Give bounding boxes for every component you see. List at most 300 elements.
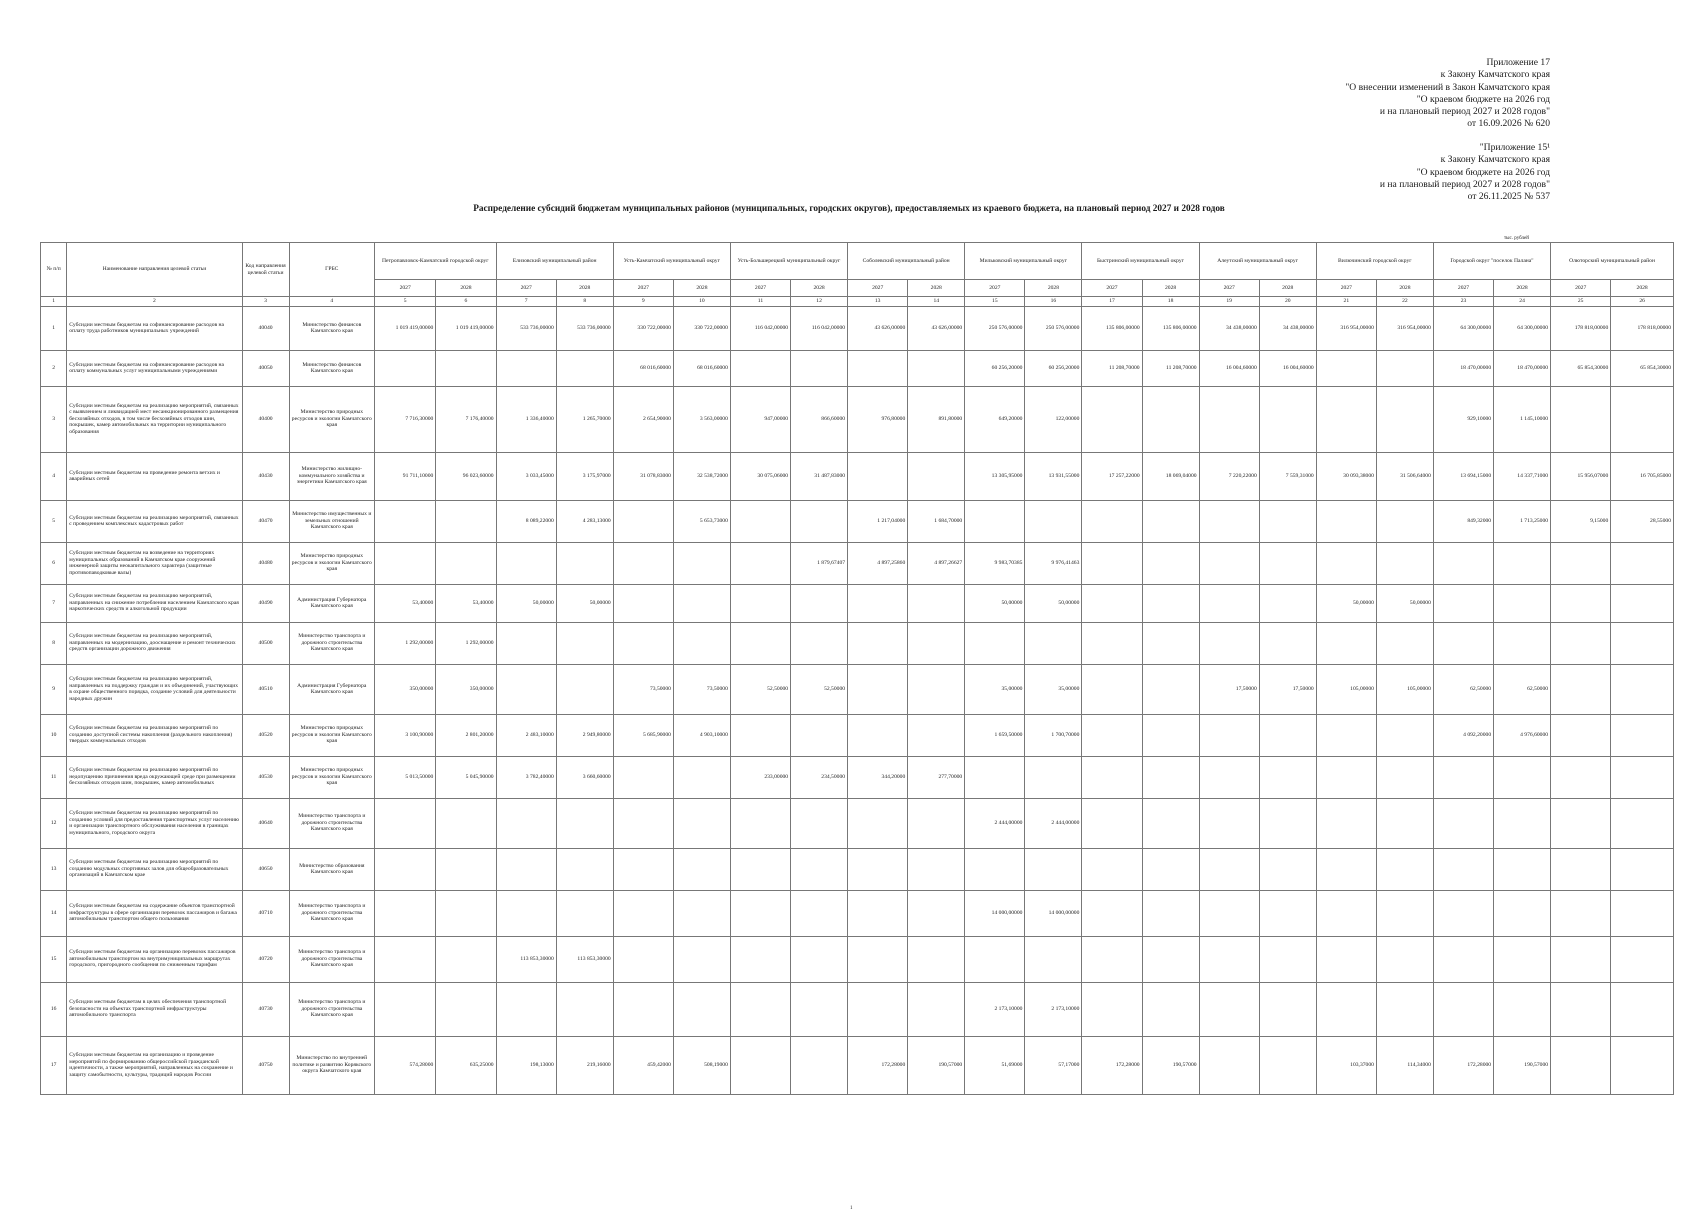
row-number: 3 <box>41 386 67 452</box>
value-cell <box>1259 1036 1316 1094</box>
value-cell <box>1611 756 1674 798</box>
value-cell: 135 806,00000 <box>1082 306 1142 350</box>
table-row <box>41 622 1674 664</box>
row-name: Субсидии местным бюджетам в целях обеспечения транспортной безопасности на объектах транспортной инфраструктуры автомобильного транспорта <box>67 982 242 1036</box>
value-cell <box>375 798 436 848</box>
column-number: 5 <box>375 297 436 307</box>
value-cell <box>1433 982 1493 1036</box>
value-cell: 250 576,00000 <box>965 306 1025 350</box>
value-cell: 1 659,50000 <box>965 714 1025 756</box>
value-cell: 62,50000 <box>1433 664 1493 714</box>
value-cell <box>1199 622 1259 664</box>
appendix-header-line: "О краевом бюджете на 2026 год <box>1416 93 1550 105</box>
value-cell <box>1611 890 1674 936</box>
value-cell <box>375 542 436 584</box>
value-cell <box>965 848 1025 890</box>
table-row <box>41 584 1674 622</box>
row-code: 40050 <box>242 350 289 386</box>
row-number: 1 <box>41 306 67 350</box>
value-cell: 13 694,15000 <box>1433 452 1493 500</box>
value-cell: 172,28000 <box>1433 1036 1493 1094</box>
year-header: 2028 <box>556 280 613 297</box>
row-name: Субсидии местным бюджетам на реализацию мероприятий по созданию условий для предоставления транспортных услуг населению и организации транспортного обслуживания населения в границах муниципального, городского округа <box>67 798 242 848</box>
year-header: 2028 <box>1259 280 1316 297</box>
value-cell <box>1494 982 1551 1036</box>
previous-appendix-header-line: "Приложение 15¹ <box>1479 142 1550 153</box>
column-number: 15 <box>965 297 1025 307</box>
value-cell: 35,00000 <box>1025 664 1082 714</box>
value-cell <box>556 890 613 936</box>
value-cell <box>375 936 436 982</box>
value-cell <box>848 664 908 714</box>
table-row <box>41 848 1674 890</box>
value-cell: 50,00000 <box>965 584 1025 622</box>
row-grbs: Администрация Губернатора Камчатского края <box>289 664 374 714</box>
value-cell <box>730 714 790 756</box>
value-cell: 116 042,00000 <box>791 306 848 350</box>
value-cell: 3 100,90000 <box>375 714 436 756</box>
value-cell <box>1433 848 1493 890</box>
value-cell <box>1082 982 1142 1036</box>
column-number: 7 <box>496 297 556 307</box>
value-cell: 219,16000 <box>556 1036 613 1094</box>
value-cell: 105,00000 <box>1316 664 1376 714</box>
value-cell: 172,28000 <box>848 1036 908 1094</box>
value-cell: 508,19000 <box>673 1036 730 1094</box>
value-cell <box>1494 798 1551 848</box>
value-cell: 533 736,00000 <box>556 306 613 350</box>
column-number: 25 <box>1551 297 1611 307</box>
value-cell: 11 208,70000 <box>1082 350 1142 386</box>
value-cell <box>1082 664 1142 714</box>
value-cell <box>496 798 556 848</box>
column-number: 9 <box>613 297 673 307</box>
value-cell <box>1611 936 1674 982</box>
previous-appendix-header <box>1380 142 1550 203</box>
table-row <box>41 1036 1674 1094</box>
value-cell <box>730 584 790 622</box>
value-cell: 178 818,00000 <box>1551 306 1611 350</box>
row-code: 40400 <box>242 386 289 452</box>
table-row <box>41 664 1674 714</box>
column-number: 24 <box>1494 297 1551 307</box>
value-cell: 1 713,25000 <box>1494 500 1551 542</box>
value-cell: 2 654,90000 <box>613 386 673 452</box>
value-cell <box>1316 386 1376 452</box>
row-number: 5 <box>41 500 67 542</box>
value-cell: 60 256,20000 <box>965 350 1025 386</box>
value-cell <box>1142 982 1199 1036</box>
value-cell <box>673 798 730 848</box>
value-cell <box>791 350 848 386</box>
value-cell: 35,00000 <box>965 664 1025 714</box>
value-cell: 8 089,22000 <box>496 500 556 542</box>
year-header: 2028 <box>1611 280 1674 297</box>
value-cell <box>1142 756 1199 798</box>
value-cell <box>556 982 613 1036</box>
value-cell: 2 949,80000 <box>556 714 613 756</box>
value-cell <box>1494 542 1551 584</box>
column-number: 2 <box>67 297 242 307</box>
value-cell: 65 854,30000 <box>1611 350 1674 386</box>
column-number: 16 <box>1025 297 1082 307</box>
previous-appendix-header-line: и на плановый период 2027 и 2028 годов" <box>1379 178 1550 190</box>
previous-appendix-header-line: от 26.11.2025 № 537 <box>1467 191 1550 203</box>
value-cell: 198,13000 <box>496 1036 556 1094</box>
value-cell: 2 173,10000 <box>1025 982 1082 1036</box>
value-cell: 330 722,00000 <box>673 306 730 350</box>
value-cell: 14 337,71000 <box>1494 452 1551 500</box>
value-cell: 190,57000 <box>1142 1036 1199 1094</box>
value-cell: 277,70000 <box>908 756 965 798</box>
year-header: 2027 <box>848 280 908 297</box>
municipality-header: Олюторский муниципальный район <box>1551 243 1674 280</box>
value-cell <box>436 848 496 890</box>
table-row <box>41 714 1674 756</box>
column-number: 11 <box>730 297 790 307</box>
value-cell <box>1259 756 1316 798</box>
row-code: 40470 <box>242 500 289 542</box>
value-cell <box>1494 936 1551 982</box>
value-cell <box>613 622 673 664</box>
value-cell: 51,69000 <box>965 1036 1025 1094</box>
value-cell: 68 016,60000 <box>673 350 730 386</box>
table-row <box>41 890 1674 936</box>
municipality-header: Алеутский муниципальный округ <box>1199 243 1316 280</box>
value-cell <box>436 798 496 848</box>
value-cell <box>1316 848 1376 890</box>
column-number: 14 <box>908 297 965 307</box>
row-code: 40720 <box>242 936 289 982</box>
value-cell <box>556 664 613 714</box>
row-code: 40040 <box>242 306 289 350</box>
value-cell <box>730 500 790 542</box>
value-cell <box>1082 890 1142 936</box>
value-cell <box>496 848 556 890</box>
year-header: 2028 <box>908 280 965 297</box>
year-header: 2028 <box>673 280 730 297</box>
value-cell <box>965 756 1025 798</box>
table-row <box>41 936 1674 982</box>
value-cell: 43 626,00000 <box>908 306 965 350</box>
value-cell: 1 265,70000 <box>556 386 613 452</box>
value-cell <box>1376 936 1433 982</box>
value-cell <box>1199 982 1259 1036</box>
value-cell: 18 470,00000 <box>1433 350 1493 386</box>
value-cell <box>1082 584 1142 622</box>
value-cell: 50,00000 <box>1376 584 1433 622</box>
value-cell: 16 004,60000 <box>1259 350 1316 386</box>
value-cell: 52,50000 <box>791 664 848 714</box>
value-cell <box>1259 982 1316 1036</box>
value-cell <box>1082 936 1142 982</box>
value-cell <box>613 542 673 584</box>
row-grbs: Министерство транспорта и дорожного строительства Камчатского края <box>289 890 374 936</box>
value-cell: 190,57000 <box>908 1036 965 1094</box>
municipality-header: Мильковский муниципальный округ <box>965 243 1082 280</box>
value-cell <box>673 542 730 584</box>
value-cell <box>556 622 613 664</box>
column-number: 8 <box>556 297 613 307</box>
value-cell <box>848 584 908 622</box>
row-code: 40520 <box>242 714 289 756</box>
value-cell <box>1433 890 1493 936</box>
year-header: 2028 <box>1142 280 1199 297</box>
value-cell <box>613 798 673 848</box>
year-header: 2027 <box>730 280 790 297</box>
value-cell <box>436 350 496 386</box>
value-cell <box>1025 500 1082 542</box>
row-name: Субсидии местным бюджетам на софинансирование расходов на оплату труда работников муниципальных учреждений <box>67 306 242 350</box>
row-code: 40500 <box>242 622 289 664</box>
value-cell <box>1316 500 1376 542</box>
value-cell <box>1199 386 1259 452</box>
value-cell <box>1199 714 1259 756</box>
value-cell: 50,00000 <box>496 584 556 622</box>
row-name: Субсидии местным бюджетам на реализацию мероприятий по недопущению причинения вреда окружающей среде при размещении бесхозяйных отходов шин, покрышек, камер автомобильных <box>67 756 242 798</box>
value-cell <box>613 936 673 982</box>
value-cell: 31 078,83000 <box>613 452 673 500</box>
value-cell <box>1082 798 1142 848</box>
value-cell: 16 004,60000 <box>1199 350 1259 386</box>
value-cell <box>375 350 436 386</box>
value-cell: 849,32000 <box>1433 500 1493 542</box>
value-cell <box>730 542 790 584</box>
value-cell <box>1199 936 1259 982</box>
value-cell: 31 506,64000 <box>1376 452 1433 500</box>
column-number: 19 <box>1199 297 1259 307</box>
value-cell <box>908 664 965 714</box>
value-cell: 28,55000 <box>1611 500 1674 542</box>
appendix-header-line: к Закону Камчатского края <box>1440 69 1550 81</box>
year-header: 2027 <box>965 280 1025 297</box>
value-cell <box>848 622 908 664</box>
value-cell <box>1142 890 1199 936</box>
value-cell <box>673 848 730 890</box>
value-cell: 4 897,25860 <box>848 542 908 584</box>
row-name: Субсидии местным бюджетам на проведение ремонта ветхих и аварийных сетей <box>67 452 242 500</box>
value-cell <box>1142 714 1199 756</box>
value-cell: 30 093,38000 <box>1316 452 1376 500</box>
column-number: 22 <box>1376 297 1433 307</box>
municipality-header: Елизовский муниципальный район <box>496 243 613 280</box>
value-cell <box>848 982 908 1036</box>
column-number: 1 <box>41 297 67 307</box>
value-cell: 50,00000 <box>1025 584 1082 622</box>
value-cell <box>730 350 790 386</box>
value-cell: 234,50000 <box>791 756 848 798</box>
value-cell: 1 145,10000 <box>1494 386 1551 452</box>
value-cell <box>1611 622 1674 664</box>
table-row <box>41 306 1674 350</box>
row-number: 15 <box>41 936 67 982</box>
row-name: Субсидии местным бюджетам на реализацию мероприятий, связанных с проведением комплексных кадастровых работ <box>67 500 242 542</box>
value-cell <box>613 890 673 936</box>
row-number: 8 <box>41 622 67 664</box>
value-cell <box>1376 756 1433 798</box>
value-cell <box>1376 982 1433 1036</box>
value-cell <box>730 798 790 848</box>
value-cell <box>1142 664 1199 714</box>
row-grbs: Министерство транспорта и дорожного строительства Камчатского края <box>289 982 374 1036</box>
value-cell <box>1082 756 1142 798</box>
value-cell <box>496 664 556 714</box>
subsidy-distribution-table <box>40 242 1674 1095</box>
value-cell: 53,40000 <box>375 584 436 622</box>
value-cell <box>1551 714 1611 756</box>
row-number: 9 <box>41 664 67 714</box>
row-code: 40480 <box>242 542 289 584</box>
value-cell <box>1082 714 1142 756</box>
year-header: 2027 <box>1551 280 1611 297</box>
value-cell: 135 806,00000 <box>1142 306 1199 350</box>
municipality-header: Усть-Большерецкий муниципальный округ <box>730 243 847 280</box>
value-cell <box>1199 848 1259 890</box>
value-cell: 929,10000 <box>1433 386 1493 452</box>
table-row <box>41 350 1674 386</box>
row-number: 12 <box>41 798 67 848</box>
value-cell: 14 000,00000 <box>965 890 1025 936</box>
table-row <box>41 542 1674 584</box>
value-cell <box>1082 542 1142 584</box>
value-cell <box>375 890 436 936</box>
value-cell <box>1316 756 1376 798</box>
value-cell: 15 956,07000 <box>1551 452 1611 500</box>
value-cell <box>496 622 556 664</box>
value-cell <box>1494 848 1551 890</box>
column-number: 17 <box>1082 297 1142 307</box>
value-cell: 866,60000 <box>791 386 848 452</box>
value-cell <box>1199 756 1259 798</box>
value-cell <box>1259 714 1316 756</box>
row-name: Субсидии местным бюджетам на реализацию мероприятий, направленных на модернизацию, дооснащение и ремонт технических средств организации дорожного движения <box>67 622 242 664</box>
value-cell <box>848 848 908 890</box>
row-grbs: Министерство по внутренней политике и развитию Корякского округа Камчатского края <box>289 1036 374 1094</box>
value-cell: 7 176,40000 <box>436 386 496 452</box>
value-cell <box>1611 714 1674 756</box>
value-cell <box>1433 622 1493 664</box>
value-cell: 1 700,70000 <box>1025 714 1082 756</box>
row-code: 40710 <box>242 890 289 936</box>
value-cell: 7 220,22000 <box>1199 452 1259 500</box>
row-name: Субсидии местным бюджетам на софинансирование расходов на оплату коммунальных услуг муниципальными учреждениями <box>67 350 242 386</box>
value-cell <box>1316 542 1376 584</box>
value-cell <box>791 936 848 982</box>
value-cell: 178 818,00000 <box>1611 306 1674 350</box>
value-cell: 4 092,20000 <box>1433 714 1493 756</box>
value-cell: 64 300,00000 <box>1433 306 1493 350</box>
year-header: 2027 <box>496 280 556 297</box>
value-cell: 4 283,13000 <box>556 500 613 542</box>
value-cell <box>791 982 848 1036</box>
value-cell: 113 853,30000 <box>496 936 556 982</box>
municipality-header: Петропавловск-Камчатский городской округ <box>375 243 497 280</box>
row-number: 10 <box>41 714 67 756</box>
value-cell <box>1142 500 1199 542</box>
value-cell: 17 257,22000 <box>1082 452 1142 500</box>
page-mark: 1 <box>850 1206 853 1211</box>
value-cell: 14 000,00000 <box>1025 890 1082 936</box>
value-cell <box>1259 890 1316 936</box>
value-cell <box>556 542 613 584</box>
value-cell <box>1316 936 1376 982</box>
value-cell <box>375 500 436 542</box>
year-header: 2028 <box>1494 280 1551 297</box>
value-cell: 13 305,95000 <box>965 452 1025 500</box>
value-cell <box>1551 542 1611 584</box>
row-code: 40430 <box>242 452 289 500</box>
value-cell: 1 019 419,00000 <box>436 306 496 350</box>
value-cell <box>1551 936 1611 982</box>
value-cell <box>436 982 496 1036</box>
value-cell <box>613 500 673 542</box>
row-number: 7 <box>41 584 67 622</box>
value-cell <box>496 350 556 386</box>
value-cell <box>1551 756 1611 798</box>
value-cell <box>1316 714 1376 756</box>
row-grbs: Министерство образования Камчатского края <box>289 848 374 890</box>
column-number: 23 <box>1433 297 1493 307</box>
value-cell <box>1259 584 1316 622</box>
value-cell <box>1142 798 1199 848</box>
value-cell: 9 976,41463 <box>1025 542 1082 584</box>
value-cell <box>1494 890 1551 936</box>
value-cell: 105,00000 <box>1376 664 1433 714</box>
value-cell <box>1259 386 1316 452</box>
value-cell: 3 782,40000 <box>496 756 556 798</box>
value-cell <box>1551 664 1611 714</box>
table-row <box>41 798 1674 848</box>
municipality-header: Быстринский муниципальный округ <box>1082 243 1199 280</box>
value-cell <box>1611 982 1674 1036</box>
value-cell <box>1142 622 1199 664</box>
value-cell: 1 019 419,00000 <box>375 306 436 350</box>
value-cell <box>1259 500 1316 542</box>
row-name: Субсидии местным бюджетам на реализацию мероприятий, направленных на поддержку граждан и их объединений, участвующих в охране общественного порядка, создание условий для деятельности народных дружин <box>67 664 242 714</box>
value-cell: 114,34000 <box>1376 1036 1433 1094</box>
value-cell <box>1142 848 1199 890</box>
column-number: 3 <box>242 297 289 307</box>
value-cell <box>496 890 556 936</box>
value-cell: 1 292,00000 <box>375 622 436 664</box>
row-name: Субсидии местным бюджетам на возведение на территориях муниципальных образований в Камчатском крае сооружений инженерной защиты неокапитального характера (защитные противопаводковые валы) <box>67 542 242 584</box>
value-cell: 52,50000 <box>730 664 790 714</box>
value-cell: 250 576,00000 <box>1025 306 1082 350</box>
value-cell <box>1142 936 1199 982</box>
table-row <box>41 386 1674 452</box>
row-grbs: Министерство имущественных и земельных отношений Камчатского края <box>289 500 374 542</box>
value-cell: 3 175,97000 <box>556 452 613 500</box>
value-cell <box>1376 848 1433 890</box>
value-cell: 64 300,00000 <box>1494 306 1551 350</box>
col-header-code: Код направления целевой статьи <box>242 243 289 297</box>
value-cell <box>1551 798 1611 848</box>
value-cell <box>1259 798 1316 848</box>
value-cell: 316 954,00000 <box>1316 306 1376 350</box>
column-number: 20 <box>1259 297 1316 307</box>
value-cell: 1 684,70000 <box>908 500 965 542</box>
appendix-header <box>1345 57 1550 131</box>
previous-appendix-header-line: "О краевом бюджете на 2026 год <box>1416 166 1550 178</box>
col-header-name: Наименование направления целевой статьи <box>67 243 242 297</box>
value-cell: 344,20000 <box>848 756 908 798</box>
value-cell: 7 716,30000 <box>375 386 436 452</box>
value-cell: 976,80000 <box>848 386 908 452</box>
value-cell <box>1199 542 1259 584</box>
value-cell <box>730 890 790 936</box>
units-label: тыс. рублей <box>1504 236 1529 241</box>
value-cell: 65 854,30000 <box>1551 350 1611 386</box>
